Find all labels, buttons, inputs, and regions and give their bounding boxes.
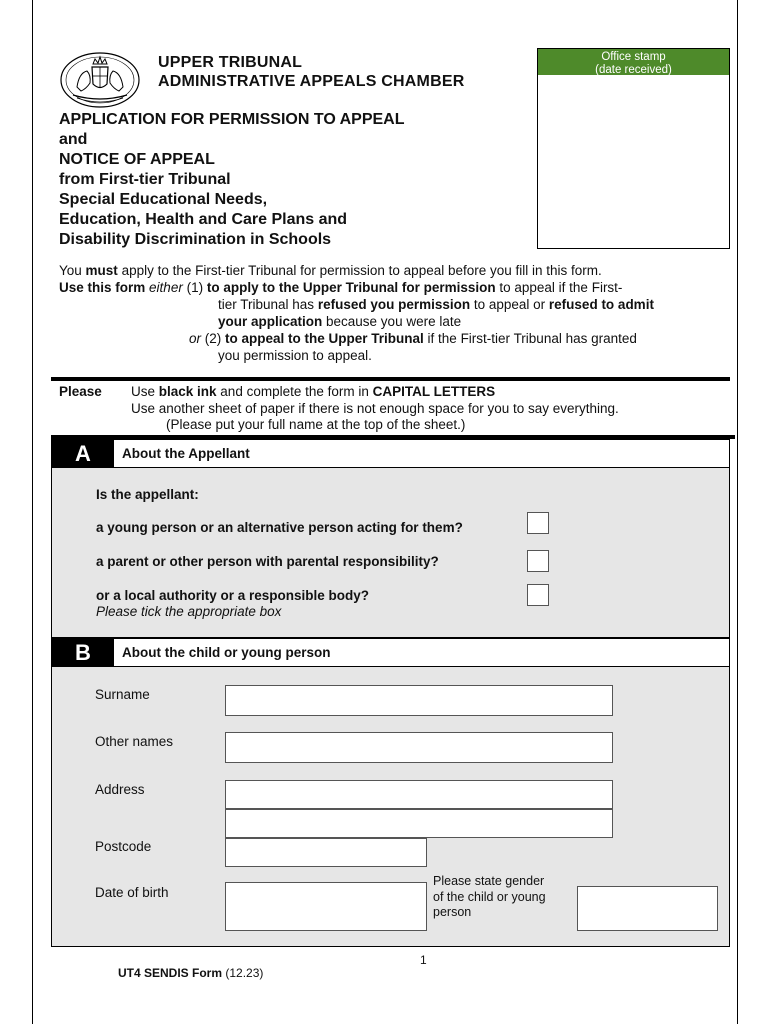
tribunal-line-1: UPPER TRIBUNAL — [158, 54, 303, 71]
stamp-label: Office stamp — [601, 51, 666, 63]
section-a-header — [52, 440, 729, 468]
intro-line-2: Use this form either (1) to apply to the Upper Tribunal for permission to appeal if the First- — [59, 280, 623, 295]
surname-field[interactable] — [225, 685, 613, 716]
please-label: Please — [59, 384, 102, 399]
appellant-question: Is the appellant: — [96, 487, 199, 502]
title-line: APPLICATION FOR PERMISSION TO APPEAL — [59, 111, 405, 128]
title-line: Education, Health and Care Plans and — [59, 211, 348, 228]
title-line: Special Educational Needs, — [59, 191, 268, 208]
gender-label: Please state gender of the child or young person — [433, 874, 546, 919]
intro-instructions — [59, 262, 729, 364]
intro-line-3: tier Tribunal has refused you permission to appeal or refused to admit — [218, 297, 654, 312]
please-line-3: (Please put your full name at the top of the sheet.) — [166, 417, 466, 432]
other-names-field[interactable] — [225, 732, 613, 763]
stamp-sublabel: (date received) — [595, 64, 672, 76]
section-a-title: About the Appellant — [122, 446, 250, 461]
option-parent-label: a parent or other person with parental responsibility? — [96, 554, 439, 569]
please-line-2: Use another sheet of paper if there is not enough space for you to say everything. — [131, 400, 619, 416]
postcode-field[interactable] — [225, 838, 427, 867]
address-field-line-1[interactable] — [225, 780, 613, 809]
address-field-line-2[interactable] — [225, 809, 613, 838]
surname-label: Surname — [95, 687, 150, 702]
intro-line-5: or (2) to appeal to the Upper Tribunal if the First-tier Tribunal has granted — [189, 331, 637, 346]
title-line: and — [59, 131, 88, 148]
date-of-birth-label: Date of birth — [95, 885, 169, 900]
title-line: NOTICE OF APPEAL — [59, 151, 215, 168]
postcode-label: Postcode — [95, 839, 152, 854]
date-of-birth-field[interactable] — [225, 882, 427, 931]
option-young-person-label: a young person or an alternative person acting for them? — [96, 520, 463, 535]
office-stamp-header — [538, 49, 729, 75]
divider-thick — [51, 377, 730, 381]
section-b-child — [51, 638, 730, 947]
option-local-authority-checkbox[interactable] — [527, 584, 549, 606]
page-number: 1 — [420, 953, 427, 967]
other-names-label: Other names — [95, 734, 174, 749]
section-b-header — [52, 639, 729, 667]
address-label: Address — [95, 782, 145, 797]
office-stamp-box — [537, 48, 730, 249]
form-title — [59, 110, 405, 250]
tick-hint: Please tick the appropriate box — [96, 604, 282, 619]
form-reference: UT4 SENDIS Form (12.23) — [118, 966, 264, 980]
tribunal-heading — [158, 53, 464, 91]
option-parent-checkbox[interactable] — [527, 550, 549, 572]
intro-line-1: You must apply to the First-tier Tribunal for permission to appeal before you fill in this form. — [59, 263, 602, 278]
royal-crest-icon — [59, 51, 141, 109]
title-line: from First-tier Tribunal — [59, 171, 231, 188]
tribunal-line-2: ADMINISTRATIVE APPEALS CHAMBER — [158, 73, 465, 90]
please-text — [131, 384, 731, 434]
section-b-letter: B — [52, 639, 114, 667]
intro-line-4: your application because you were late — [218, 314, 462, 329]
page-left-edge — [32, 0, 33, 1024]
section-a-letter: A — [52, 440, 114, 468]
title-line: Disability Discrimination in Schools — [59, 231, 332, 248]
please-line-1: Use black ink and complete the form in CAPITAL LETTERS — [131, 384, 496, 399]
option-young-person-checkbox[interactable] — [527, 512, 549, 534]
gender-field[interactable] — [577, 886, 718, 931]
page-right-edge — [737, 0, 738, 1024]
section-a-appellant — [51, 439, 730, 638]
intro-line-6: you permission to appeal. — [218, 348, 372, 363]
section-b-title: About the child or young person — [122, 645, 331, 660]
option-local-authority-label: or a local authority or a responsible body? — [96, 588, 370, 603]
